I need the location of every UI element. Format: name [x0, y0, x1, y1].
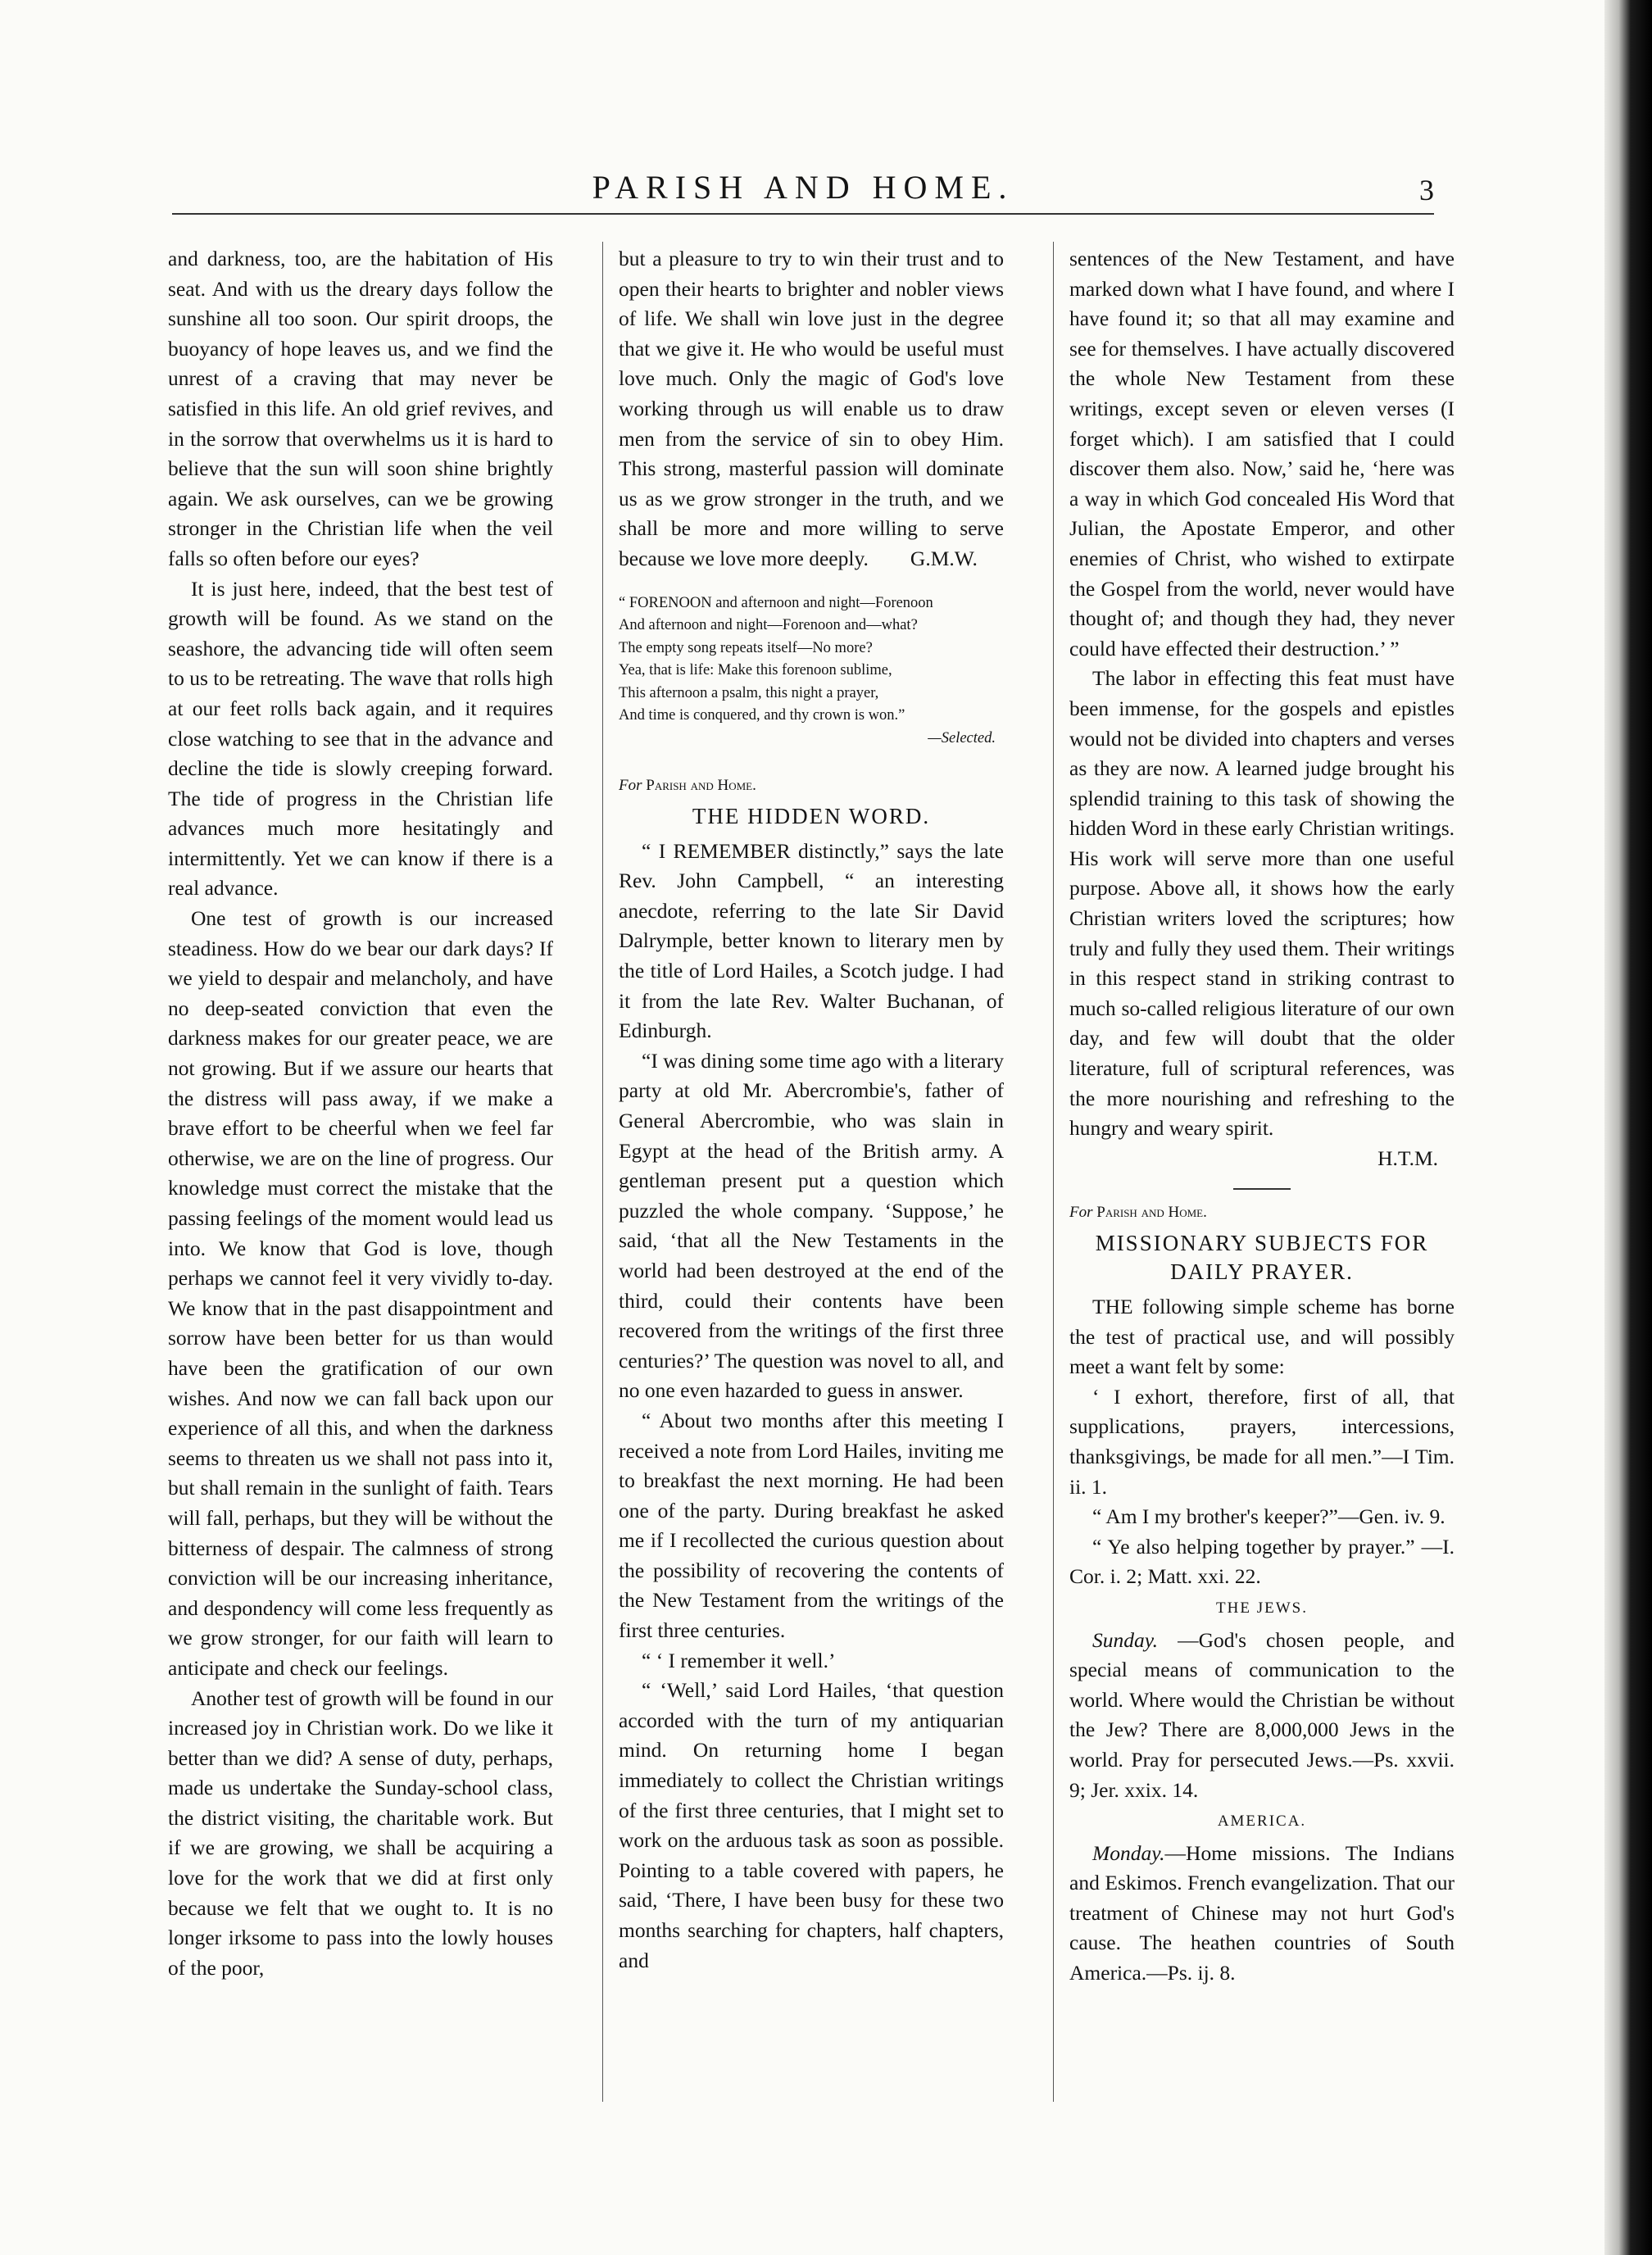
page-header	[172, 160, 1434, 209]
paragraph: “ I REMEMBER distinctly,” says the late Rev. John Campbell, “ an interesting anecdote, referring to the late Sir David Dalrymple, better known to literary men by the title of Lord Hailes, a Scotch judge. I had it from the late Rev. Walter Buchanan, of Edinburgh.	[619, 838, 1004, 1043]
paragraph: and darkness, too, are the habitation of His seat. And with us the dreary days follow the sunshine all too soon. Our spirit droops, the buoyancy of hope leaves us, and we find the unrest of a craving that may never be satisfied in this life. An old grief revives, and in the sorrow that overwhelms us it is hard to believe that the sun will soon shine brightly again. We ask ourselves, can we be growing stronger in the Christian life when the veil falls so often before our eyes?	[168, 247, 553, 570]
paragraph-text: —God's chosen people, and special means of communication to the world. Where would the Christian be without the Jew? There are 8,000,000 Jews in the world. Pray for persecuted Jews.—Ps. xxvii. 9; Jer. xxix. 14.	[1069, 1627, 1455, 1802]
poem-line: Yea, that is life: Make this forenoon sublime,	[619, 662, 892, 679]
dedication-prefix: For	[619, 777, 642, 795]
paragraph: It is just here, indeed, that the best test of growth will be found. As we stand on the seashore, the advancing tide will often seem to us to be retreating. The wave that rolls high at our feet rolls back again, and it requires close watching to see that in the advance and decline the tide is slowly creeping forward. The tide of progress in the Christian life advances much more hesitatingly and intermittently. Yet we can know if there is a real advance.	[168, 576, 553, 901]
paragraph: “ ‘ I remember it well.’	[642, 1648, 836, 1672]
poem-line: This afternoon a psalm, this night a prayer,	[619, 684, 879, 701]
paragraph	[1069, 1839, 1455, 1989]
paragraph	[619, 244, 1004, 574]
column-2	[619, 244, 1004, 2096]
paragraph: “ ‘Well,’ said Lord Hailes, ‘that question accorded with the turn of my antiquarian mind. On returning home I began immediately to collect the Christian writings of the first three centuries, that I might set to work on the arduous task as soon as possible. Pointing to a table covered with papers, he said, ‘There, I have been busy for these two months searching for chapters, half chapters, and	[619, 1678, 1004, 1972]
dedication-name: Parish and Home.	[646, 777, 756, 795]
paragraph: The labor in effecting this feat must have been immense, for the gospels and epistles would not be divided into chapters and verses as they are now. A learned judge brought his splendid training to this task of showing the hidden Word in these early Christian writings. His work will serve more than one useful purpose. Above all, it shows how the early Christian writers loved the scriptures; how truly and fully they used them. Their writings in this respect stand in striking contrast to much so-called religious literature of our own day, and few will doubt that the older literature, full of scriptural references, was the more nourishing and refreshing to the hungry and weary spirit.	[1069, 666, 1455, 1141]
header-rule	[172, 213, 1434, 215]
day-label: Monday.	[1092, 1840, 1165, 1865]
poem-line: The empty song repeats itself—No more?	[619, 639, 873, 656]
paragraph: ‘ I exhort, therefore, first of all, that supplications, prayers, intercessions, thanksgivings, be made for all men.”—I Tim. ii. 1.	[1069, 1384, 1455, 1499]
paragraph	[1069, 1626, 1455, 1806]
paragraph: One test of growth is our increased steadiness. How do we bear our dark days? If we yield to despair and melancholy, and have no deep-seated conviction that even the darkness makes for our greater peace, we are not growing. But if we assure our hearts that the distress will pass away, if we make a brave effort to be cheerful when we feel far otherwise, we are on the line of progress. Our knowledge must correct the mistake that the passing feelings of the moment would lead us into. We know that God is love, though perhaps we cannot feel it very vividly to-day. We know that in the past disappointment and sorrow have been better for us than would have been the gratification of our own wishes. And now we can fall back upon our experience of all this, and when the darkness seems to threaten us we shall not pass into it, but shall remain in the sunlight of faith. Tears will fall, perhaps, but they will be without the bitterness of despair. The calmness of strong conviction will be our increasing inheritance, and despondency will come less frequently as we grow stronger, for our faith will learn to anticipate and check our feelings.	[168, 906, 553, 1680]
paragraph: sentences of the New Testament, and have marked down what I have found, and where I have found it; so that all may examine and see for themselves. I have actually discovered the whole New Testament from these writings, except seven or eleven verses (I forget which). I am satisfied that I could discover them also. Now,’ said he, ‘here was a way in which God concealed His Word that Julian, the Apostate Emperor, and other enemies of Christ, who wished to extirpate the Gospel from the world, never would have thought of; and though they had, they never could have effected their destruction.’ ”	[1069, 247, 1455, 660]
paragraph: THE following simple scheme has borne the test of practical use, and will possibly meet a want felt by some:	[1069, 1295, 1455, 1379]
dedication-line	[619, 771, 1004, 801]
subheading-america: AMERICA.	[1217, 1813, 1307, 1831]
paragraph-text: but a pleasure to try to win their trust and to open their hearts to brighter and nobler views of life. We shall win love just in the degree that we give it. He who would be useful must love much. Only the magic of God's love working through us will enable us to draw men from the service of sin to obey Him. This strong, masterful passion will dominate us as we grow stronger in the truth, and we shall be more and more willing to serve because we love more deeply.	[619, 247, 1004, 570]
paragraph: Another test of growth will be found in our increased joy in Christian work. Do we like it better than we did? A sense of duty, perhaps, made us undertake the Sunday-school class, the district visiting, the charitable work. But if we are growing, we shall be acquiring a love for the work that we did at first only because we felt that we ought to. It is no longer irksome to pass into the lowly houses of the poor,	[168, 1686, 553, 1980]
poem-line: “ FORENOON and afternoon and night—Forenoon	[619, 594, 933, 611]
page-edge-shadow	[1604, 0, 1652, 2255]
section-rule	[1233, 1188, 1291, 1190]
running-title: PARISH AND HOME.	[592, 169, 1014, 206]
article-heading: MISSIONARY SUBJECTS FOR	[1095, 1231, 1429, 1255]
column-divider-1	[602, 242, 603, 2102]
dedication-name: Parish and Home.	[1096, 1204, 1207, 1222]
article-heading: THE HIDDEN WORD.	[692, 803, 931, 828]
paragraph-text: —Home missions. The Indians and Eskimos. French evangelization. That our treatment of Chinese may not hurt God's cause. The heathen countries of South America.—Ps. ij. 8.	[1069, 1840, 1455, 1985]
paragraph: “I was dining some time ago with a literary party at old Mr. Abercrombie's, father of General Abercrombie, who was slain in Egypt at the head of the British army. A gentleman present put a question which puzzled the whole company. ‘Suppose,’ he said, ‘that all the New Testaments in the world had been destroyed at the end of the third, could their contents have been recovered from the writings of the first three centuries?’ The question was novel to all, and no one even hazarded to guess in answer.	[619, 1048, 1004, 1403]
author-signature: H.T.M.	[1377, 1146, 1438, 1170]
day-label: Sunday.	[1092, 1627, 1159, 1652]
poem-line: And time is conquered, and thy crown is won.”	[619, 707, 905, 724]
column-divider-2	[1053, 242, 1054, 2102]
column-1	[168, 244, 553, 2096]
article-heading-line-2: DAILY PRAYER.	[1170, 1259, 1354, 1284]
paragraph: “ Ye also helping together by prayer.” —I. Cor. i. 2; Matt. xxi. 22.	[1069, 1534, 1455, 1589]
column-3	[1069, 244, 1455, 2096]
paragraph: “ About two months after this meeting I received a note from Lord Hailes, inviting me to breakfast the next morning. He had been one of the party. During breakfast he asked me if I recollected the curious question about the possibility of recovering the contents of the New Testament from the writings of the first three centuries.	[619, 1408, 1004, 1643]
poem	[619, 592, 1004, 751]
subheading-jews: THE JEWS.	[1216, 1599, 1308, 1617]
paragraph: “ Am I my brother's keeper?”—Gen. iv. 9.	[1092, 1504, 1446, 1529]
dedication-line	[1069, 1198, 1455, 1228]
poem-line: And afternoon and night—Forenoon and—what?	[619, 617, 918, 634]
page-number: 3	[1419, 174, 1434, 206]
author-signature: G.M.W.	[910, 546, 978, 570]
dedication-prefix: For	[1069, 1204, 1093, 1222]
poem-source: —Selected.	[928, 729, 996, 746]
